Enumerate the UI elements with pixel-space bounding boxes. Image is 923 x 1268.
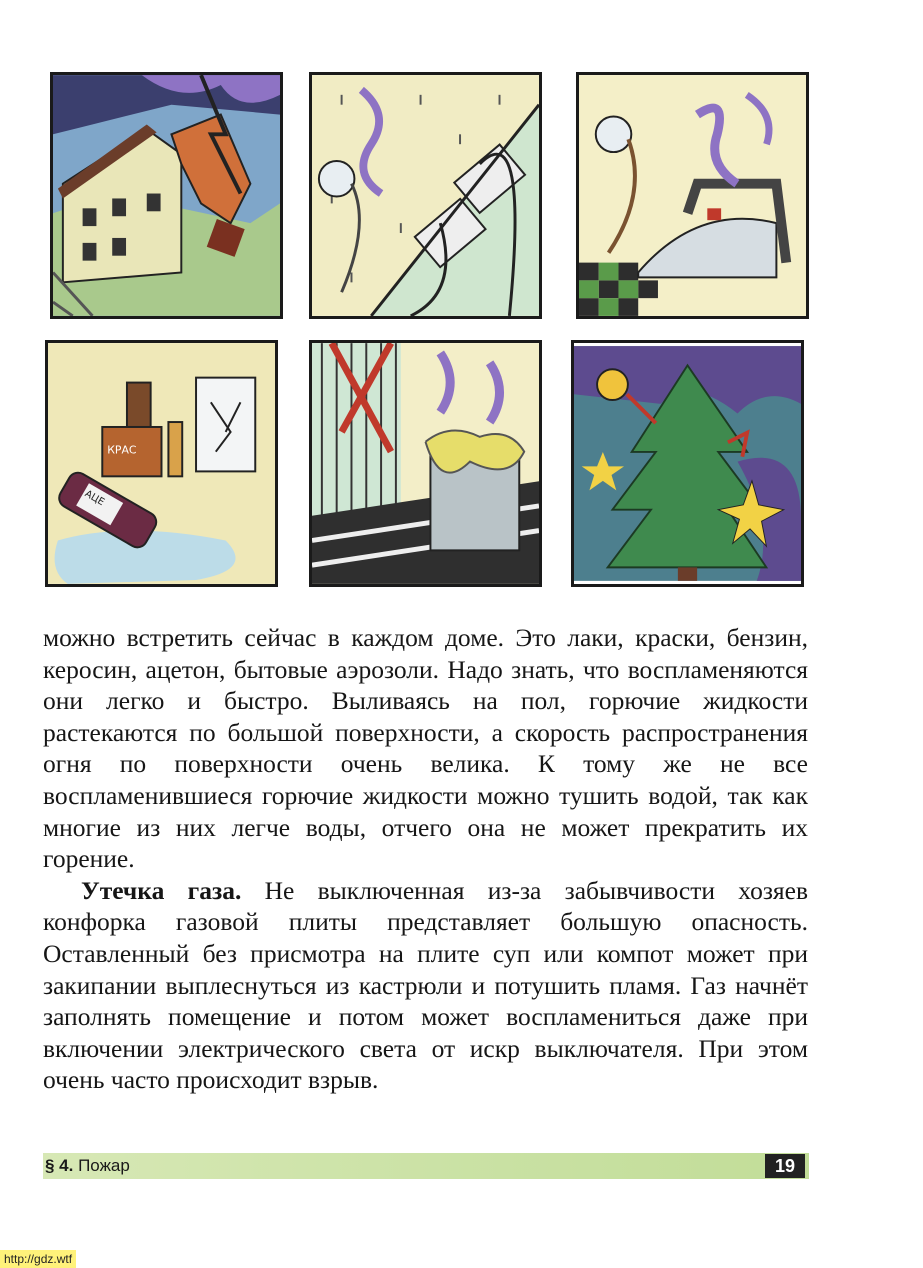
panel-flammable-liquids — [45, 340, 278, 587]
section-label — [45, 1156, 130, 1176]
watermark-link[interactable]: http://gdz.wtf — [0, 1250, 76, 1268]
section-title: Пожар — [73, 1156, 130, 1175]
page-number: 19 — [765, 1154, 805, 1178]
gas-stove-pot-illustration — [312, 343, 539, 584]
paragraph-flammable-liquids: можно встретить сейчас в каждом доме. Это лаки, краски, бензин, керосин, ацетон, бытовые аэрозоли. Надо знать, что воспламеняются они легко и быстро. Выливаясь на пол, горючие жидкости растекаются по большой поверхности, а скорость распространения огня по поверхности очень велика. К тому же не все воспламенившиеся горючие жидкости можно тушить водой, так как многие из них легче воды, отчего она не может прекратить их горение. — [43, 623, 808, 874]
body-text — [43, 622, 808, 1096]
gas-leak-text: Не выключенная из-за забывчивости хозяев конфорка газовой плиты представляет большую опасность. Оставленный без присмотра на плите суп или компот может при закипании выплеснуться из кастрюли и потушить пламя. Газ начнёт заполнять помещение и потом может воспламениться даже при включении электрического света от искр выключателя. При этом очень часто происходит взрыв. — [43, 875, 808, 1095]
illustration-grid — [45, 72, 815, 592]
paint-can-label: КРАС — [107, 443, 137, 457]
panel-gas-stove-pot — [309, 340, 542, 587]
iron-illustration — [579, 75, 806, 316]
panel-overloaded-socket — [309, 72, 542, 319]
christmas-tree-illustration — [574, 343, 801, 584]
flammable-liquids-illustration — [48, 343, 275, 584]
panel-iron — [576, 72, 809, 319]
overloaded-socket-illustration — [312, 75, 539, 316]
paragraph-gas-leak — [43, 875, 808, 1096]
panel-christmas-tree — [571, 340, 804, 587]
page-footer — [43, 1153, 809, 1179]
gas-leak-heading: Утечка газа. — [81, 875, 242, 905]
section-number: § 4. — [45, 1156, 74, 1175]
acetone-bottle-label: АЦЕ — [82, 488, 107, 509]
panel-lightning-house — [50, 72, 283, 319]
lightning-house-illustration — [53, 75, 280, 316]
